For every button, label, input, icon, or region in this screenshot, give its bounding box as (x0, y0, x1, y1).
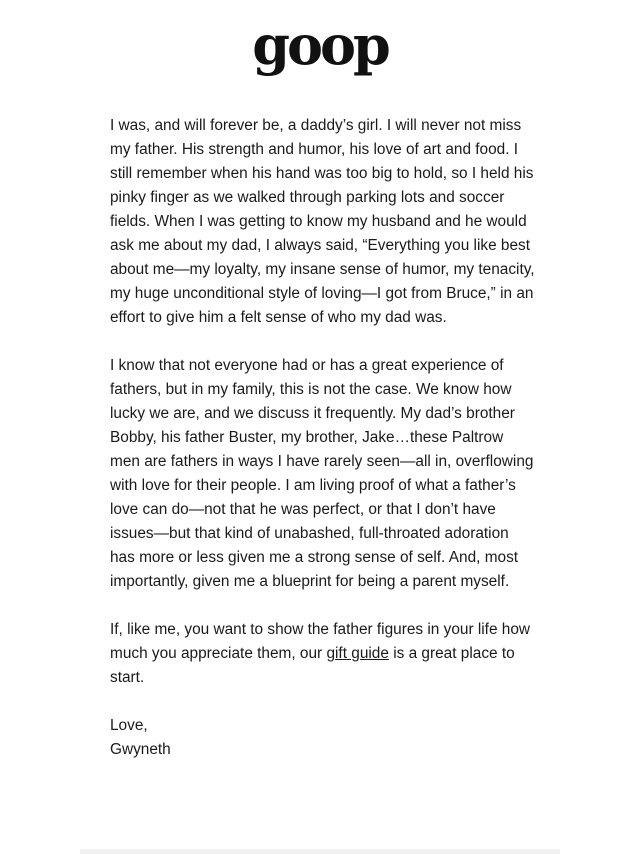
letter-signoff (110, 714, 535, 762)
letter-paragraph-2: I know that not everyone had or has a great experience of fathers, but in my family, this is not the case. We know how lucky we are, and we discuss it frequently. My dad’s brother Bobby, his father Buster, my brother, Jake…these Paltrow men are fathers in ways I have rarely seen—all in, overflowing with love for their people. I am living proof of what a father’s love can do—not that he was perfect, or that I don’t have issues—but that kind of unabashed, full-throated adoration has more or less given me a strong sense of self. And, most importantly, given me a blueprint for being a parent myself. (110, 357, 534, 590)
paragraph-3-text-start: If, like me, you want to show the father figures in your life how much you appreciate them, our (110, 621, 531, 662)
footer-divider (80, 849, 560, 854)
letter-paragraph-3 (110, 618, 535, 690)
letter-closing: Love, (110, 717, 148, 734)
goop-logo[interactable]: goop (252, 13, 388, 77)
letter-paragraph-1: I was, and will forever be, a daddy’s girl. I will never not miss my father. His strength and humor, his love of art and food. I still remember when his hand was too big to hold, so I held his pinky finger as we walked through parking lots and soccer fields. When I was getting to know my husband and he would ask me about my dad, I always said, “Everything you like best about me—my loyalty, my insane sense of humor, my tenacity, my huge unconditional style of loving—I got from Bruce,” in an effort to give him a felt sense of who my dad was. (110, 117, 535, 326)
editor-letter (110, 114, 535, 762)
letter-signature: Gwyneth (110, 741, 171, 758)
gift-guide-link[interactable]: gift guide (326, 645, 389, 662)
paragraph-3-text-end: is a great place to start. (110, 645, 515, 686)
